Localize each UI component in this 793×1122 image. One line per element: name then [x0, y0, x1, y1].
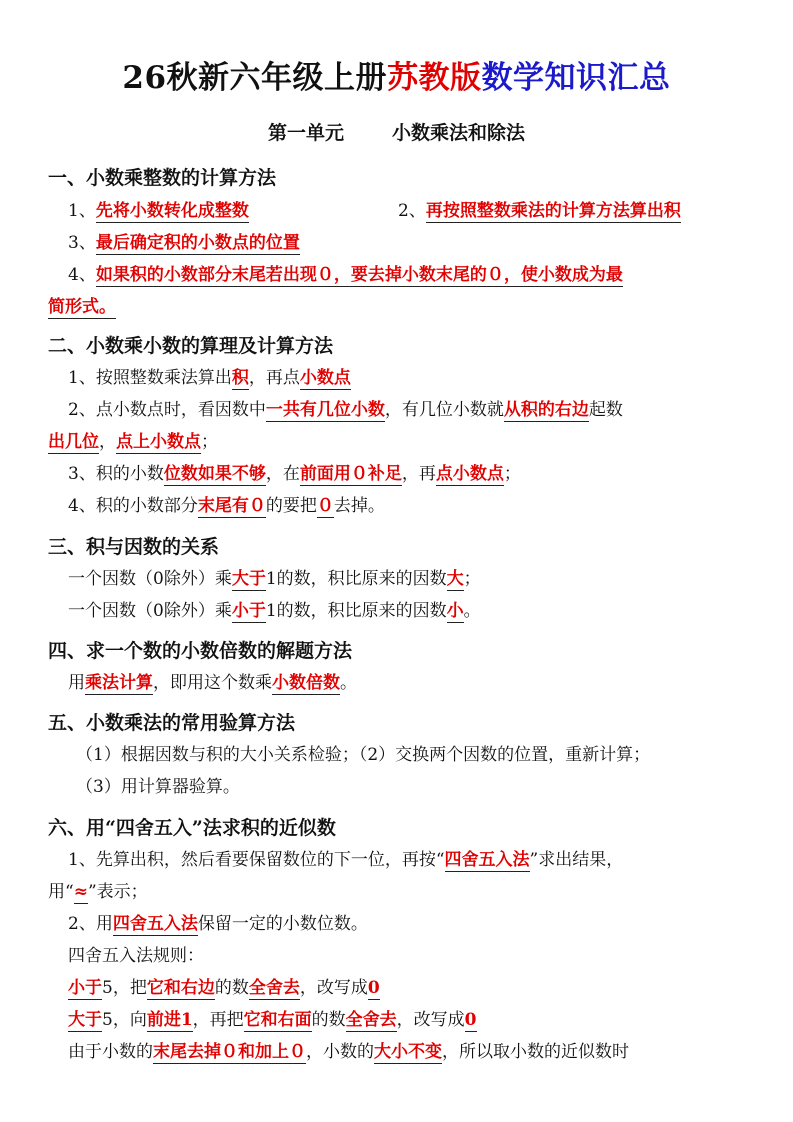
- title-part-red: 苏教版: [387, 60, 482, 96]
- s2-line-1: 1、按照整数乘法算出积，再点小数点: [68, 368, 351, 388]
- section-5-heading: 五、小数乘法的常用验算方法: [48, 712, 296, 734]
- s2-line-2-cont: 出几位，点上小数点；: [48, 432, 218, 452]
- s6-line-2: 用“≈”表示；: [48, 882, 148, 902]
- approx-symbol: ≈: [73, 882, 88, 902]
- s1-num-4: 4、: [68, 265, 96, 285]
- s1-key-1: 先将小数转化成整数: [95, 201, 249, 221]
- document-title: [0, 52, 793, 97]
- title-part-blue: 数学知识汇总: [481, 60, 671, 96]
- s6-line-3: 2、用四舍五入法保留一定的小数位数。: [68, 914, 368, 934]
- s6-line-5: 小于5，把它和右边的数全舍去，改写成0: [68, 978, 380, 998]
- s6-line-7: 由于小数的末尾去掉０和加上０，小数的大小不变，所以取小数的近似数时: [68, 1042, 629, 1062]
- s1-key-3: 最后确定积的小数点的位置: [95, 233, 300, 253]
- s1-num-2: 2、: [398, 201, 426, 221]
- s4-line-1: 用乘法计算，即用这个数乘小数倍数。: [68, 673, 357, 693]
- s1-key-4a: 如果积的小数部分末尾若出现０，要去掉小数末尾的０，使小数成为最: [95, 265, 623, 285]
- s6-line-6: 大于5，向前进1，再把它和右面的数全舍去，改写成0: [68, 1010, 477, 1030]
- section-2-heading: 二、小数乘小数的算理及计算方法: [48, 335, 334, 357]
- unit-name: 第一单元: [267, 122, 344, 144]
- s6-line-1: 1、先算出积，然后看要保留数位的下一位，再按“四舍五入法”求出结果，: [68, 850, 624, 870]
- section-3-heading: 三、积与因数的关系: [48, 536, 220, 558]
- s6-line-4: 四舍五入法规则：: [68, 946, 204, 966]
- section-6-heading: 六、用“四舍五入”法求积的近似数: [48, 817, 336, 839]
- s1-line-3: [68, 232, 300, 254]
- s2-line-2: 2、点小数点时，看因数中一共有几位小数，有几位小数就从积的右边起数: [68, 400, 623, 420]
- s2-line-3: 3、积的小数位数如果不够，在前面用０补足，再点小数点；: [68, 464, 521, 484]
- s1-key-2: 再按照整数乘法的计算方法算出积: [425, 201, 681, 221]
- s1-line-4-cont: [48, 296, 116, 318]
- s1-num-3: 3、: [68, 233, 96, 253]
- s1-line-4: [68, 264, 623, 286]
- s2-key-product: 积: [231, 368, 249, 388]
- s3-line-1: 一个因数（0除外）乘大于1的数，积比原来的因数大；: [68, 569, 481, 589]
- unit-topic: 小数乘法和除法: [392, 122, 526, 144]
- s2-key-decimal-point: 小数点: [299, 368, 351, 388]
- section-1-heading: 一、小数乘整数的计算方法: [48, 167, 277, 189]
- s1-line-1: [68, 200, 249, 222]
- section-4-heading: 四、求一个数的小数倍数的解题方法: [48, 640, 353, 662]
- s1-line-2: [398, 200, 681, 222]
- s1-key-4b: 简形式。: [48, 297, 116, 317]
- s3-line-2: 一个因数（0除外）乘小于1的数，积比原来的因数小。: [68, 601, 481, 621]
- s5-line-1: （1）根据因数与积的大小关系检验；（2）交换两个因数的位置，重新计算；: [76, 745, 651, 765]
- s2-line-4: 4、积的小数部分末尾有０的要把０去掉。: [68, 496, 385, 516]
- s5-line-2: （3）用计算器验算。: [76, 777, 240, 797]
- title-part-black: 26秋新六年级上册: [122, 60, 388, 96]
- unit-heading: [0, 118, 793, 145]
- s1-num-1: 1、: [68, 201, 96, 221]
